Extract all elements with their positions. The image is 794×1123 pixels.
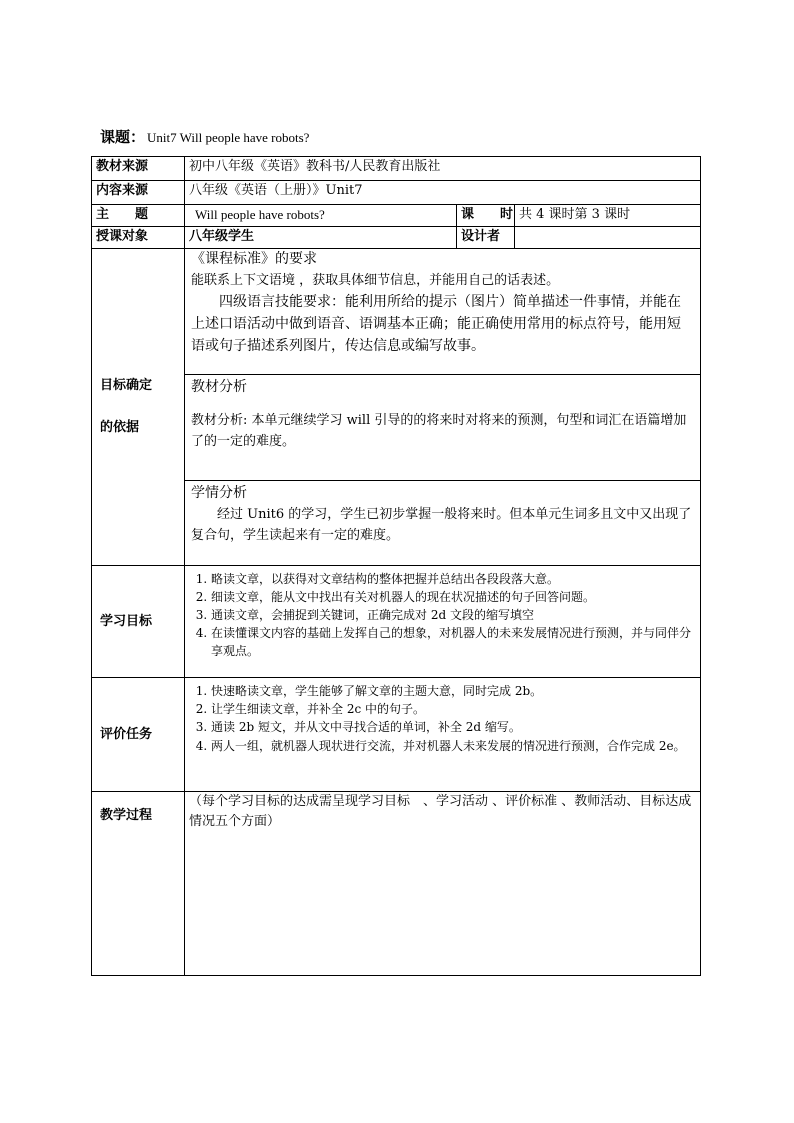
value-audience: 八年级学生 (185, 227, 457, 249)
list-item: 4. 在读懂课文内容的基础上发挥自己的想象，对机器人的未来发展情况进行预测，并与同伴分享观点。 (211, 624, 696, 660)
row-content-source (92, 181, 701, 205)
curriculum-standard-heading: 《课程标准》的要求 (191, 251, 317, 267)
list-item: 1. 快速略读文章，学生能够了解文章的主题大意，同时完成 2b。 (211, 682, 696, 700)
curriculum-standard-text-1: 能联系上下文语境 ，获取具体细节信息，并能用自己的话表述。 (191, 273, 560, 288)
tasks-list (189, 682, 696, 757)
objectives-list (189, 570, 696, 660)
row-basis (92, 249, 701, 566)
student-analysis-heading: 学情分析 (191, 485, 247, 501)
label-basis-line1: 目标确定 (100, 378, 153, 393)
curriculum-standard-section (185, 249, 700, 375)
row-process (92, 792, 701, 976)
value-content-source: 八年级《英语（上册）》Unit7 (185, 181, 701, 205)
lesson-plan-table (91, 156, 701, 976)
row-textbook-source (92, 157, 701, 181)
label-basis-line2: 的依据 (100, 420, 140, 435)
row-theme (92, 205, 701, 227)
list-item: 1. 略读文章，以获得对文章结构的整体把握并总结出各段段落大意。 (211, 570, 696, 588)
student-analysis-section (185, 483, 700, 565)
list-item: 3. 通读文章，会捕捉到关键词，正确完成对 2d 文段的缩写填空 (211, 606, 696, 624)
basis-content (185, 249, 701, 566)
label-content-source: 内容来源 (92, 181, 185, 205)
row-objectives (92, 566, 701, 678)
process-text: （每个学习目标的达成需呈现学习目标 、学习活动 、评价标准 、教师活动、目标达成情况五个方面） (185, 792, 701, 976)
list-item: 4. 两人一组，就机器人现状进行交流，并对机器人未来发展的情况进行预测，合作完成 2e。 (211, 736, 696, 757)
label-basis (92, 249, 185, 566)
curriculum-standard-text-2: 四级语言技能要求：能利用所给的提示（图片）简单描述一件事情，并能在上述口语活动中做到语音、语调基本正确；能正确使用常用的标点符号，能用短语或句子描述系列图片，传达信息或编写故事。 (191, 294, 681, 354)
objectives-content (185, 566, 701, 678)
value-designer (515, 227, 701, 249)
textbook-analysis-section (185, 377, 700, 481)
student-analysis-text: 经过 Unit6 的学习，学生已初步掌握一般将来时。但本单元生词多且文中又出现了复合句，学生读起来有一定的难度。 (191, 507, 692, 543)
title-label: 课题： (100, 128, 146, 146)
list-item: 2. 让学生细读文章，并补全 2c 中的句子。 (211, 700, 696, 718)
label-theme: 主 题 (92, 205, 185, 227)
title-text: Unit7 Will people have robots? (147, 130, 310, 145)
tasks-content (185, 678, 701, 792)
label-objectives: 学习目标 (92, 566, 185, 678)
value-lesson: 共 4 课时第 3 课时 (515, 205, 701, 227)
value-theme: Will people have robots? (185, 205, 457, 227)
label-process: 教学过程 (92, 792, 185, 976)
label-textbook-source: 教材来源 (92, 157, 185, 181)
textbook-analysis-text: 教材分析: 本单元继续学习 will 引导的的将来时对将来的预测，句型和词汇在语篇增加了的一定的难度。 (191, 413, 687, 449)
label-lesson: 课 时 (457, 205, 515, 227)
value-textbook-source: 初中八年级《英语》教科书/人民教育出版社 (185, 157, 701, 181)
row-audience (92, 227, 701, 249)
list-item: 2. 细读文章，能从文中找出有关对机器人的现在状况描述的句子回答问题。 (211, 588, 696, 606)
label-audience: 授课对象 (92, 227, 185, 249)
label-designer: 设计者 (457, 227, 515, 249)
textbook-analysis-heading: 教材分析 (191, 379, 247, 395)
lesson-title (100, 126, 309, 147)
row-tasks (92, 678, 701, 792)
list-item: 3. 通读 2b 短文，并从文中寻找合适的单词，补全 2d 缩写。 (211, 718, 696, 736)
label-tasks: 评价任务 (92, 678, 185, 792)
